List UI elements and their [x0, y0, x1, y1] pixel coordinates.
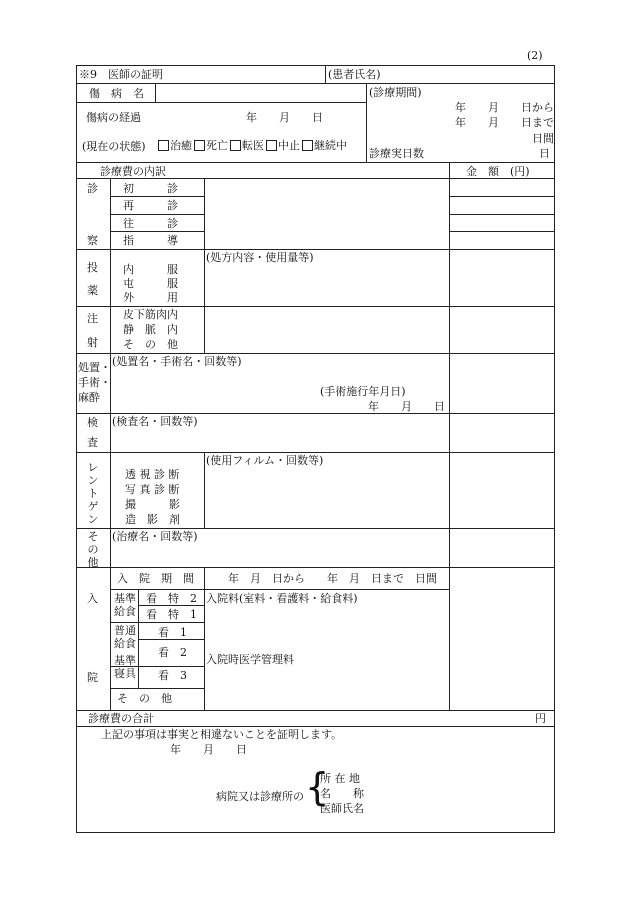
checkbox-icon: [230, 140, 241, 151]
xray-item-imaging: 撮 影: [125, 498, 180, 511]
medication-item-external: 外 用: [123, 291, 178, 304]
injury-course-label: 傷病の経過: [86, 111, 141, 124]
period-span-unit: 日間: [532, 132, 554, 145]
consult-item-guidance: 指 導: [123, 234, 178, 247]
consult-category-1: 診: [87, 182, 98, 195]
hospital-mgmt-fee: 入院時医学管理料: [206, 653, 294, 666]
status-transfer-checkbox[interactable]: 転医: [230, 140, 264, 151]
consult-item-house: 往 診: [123, 217, 178, 230]
medication-category-1: 投: [87, 261, 98, 274]
other-note: (治療名・回数等): [112, 530, 198, 543]
medication-note: (処方内容・使用量等): [206, 251, 314, 264]
xray-note: (使用フィルム・回数等): [206, 454, 324, 467]
surgery-date: 年 月 日: [368, 400, 445, 413]
injection-item-iv: 静 脈 内: [123, 323, 178, 336]
injury-date: 年 月 日: [246, 111, 323, 124]
medication-item-internal: 内 服: [123, 263, 178, 276]
injection-item-im: 皮下筋肉内: [123, 308, 178, 321]
total-label: 診療費の合計: [88, 712, 154, 725]
surgery-category-1: 処置・: [78, 361, 111, 374]
exam-category-2: 査: [87, 436, 98, 449]
xray-item-contrast: 造 影 剤: [125, 513, 180, 526]
hospital-period-value: 年 月 日から 年 月 日まで 日間: [228, 572, 437, 585]
facility-address-label: 所 在 地: [320, 772, 360, 785]
meal-standard-label: 基準給食: [114, 592, 136, 618]
certification-date: 年 月 日: [170, 743, 247, 756]
brace-icon: {: [305, 765, 330, 809]
hospital-category-2: 院: [87, 671, 98, 684]
status-stopped-checkbox[interactable]: 中止: [266, 140, 300, 151]
period-to: 年 月 日まで: [455, 116, 554, 129]
xray-category: レントゲン: [87, 461, 99, 526]
xray-item-photo: 写 真 診 断: [125, 483, 180, 496]
surgery-date-label: (手術施行年月日): [320, 385, 406, 398]
medication-category-2: 薬: [87, 284, 98, 297]
nursing-1: 看 1: [158, 626, 187, 639]
injection-category-2: 射: [87, 336, 98, 349]
status-label: (現在の状態): [82, 140, 146, 153]
status-cured-checkbox[interactable]: 治癒: [158, 140, 192, 151]
nursing-2: 看 2: [158, 646, 187, 659]
surgery-category-3: 麻酔: [78, 391, 100, 404]
bedding-standard-label: 基準寝具: [114, 654, 136, 680]
consult-item-revisit: 再 診: [123, 199, 178, 212]
patient-name-label: (患者氏名): [328, 68, 381, 81]
amount-header: 金 額 (円): [466, 165, 530, 178]
consult-category-2: 察: [87, 234, 98, 247]
status-options: [158, 140, 347, 151]
facility-label: 病院又は診療所の: [216, 790, 304, 803]
checkbox-icon: [158, 140, 169, 151]
total-unit: 円: [535, 712, 546, 725]
section-title: ※9 医師の証明: [79, 68, 163, 81]
breakdown-label: 診療費の内訳: [100, 165, 166, 178]
doctor-name-label: 医師氏名: [320, 802, 364, 815]
injury-name-label: 傷 病 名: [89, 87, 144, 100]
xray-item-fluoro: 透 視 診 断: [125, 468, 180, 481]
special-nursing-2: 看 特 2: [146, 592, 197, 605]
hospital-fee-note: 入院料(室料・看護料・給食料): [206, 592, 358, 605]
nursing-3: 看 3: [158, 669, 187, 682]
page-number: (2): [527, 49, 543, 62]
facility-name-label: 名 称: [320, 787, 364, 800]
checkbox-icon: [302, 140, 313, 151]
medication-item-asneeded: 屯 服: [123, 277, 178, 290]
status-continuing-checkbox[interactable]: 継続中: [302, 140, 347, 151]
meal-normal-label: 普通給食: [114, 624, 136, 650]
surgery-category-2: 手術・: [78, 376, 111, 389]
hospital-period-label: 入 院 期 間: [117, 572, 194, 585]
surgery-note: (処置名・手術名・回数等): [112, 355, 242, 368]
certification-statement: 上記の事項は事実と相違ないことを証明します。: [101, 728, 343, 741]
injection-item-other: そ の 他: [123, 338, 178, 351]
checkbox-icon: [194, 140, 205, 151]
hospital-category-1: 入: [87, 592, 98, 605]
exam-category-1: 検: [87, 416, 98, 429]
checkbox-icon: [266, 140, 277, 151]
exam-note: (検査名・回数等): [112, 415, 198, 428]
hospital-others: そ の 他: [117, 692, 172, 705]
special-nursing-1: 看 特 1: [146, 608, 197, 621]
period-from: 年 月 日から: [455, 101, 554, 114]
other-category: その他: [87, 530, 99, 569]
status-died-checkbox[interactable]: 死亡: [194, 140, 228, 151]
consult-item-first: 初 診: [123, 182, 178, 195]
actual-days-label: 診療実日数: [369, 147, 424, 160]
injection-category-1: 注: [87, 312, 98, 325]
actual-days-unit: 日: [539, 147, 550, 160]
period-label: (診療期間): [369, 86, 422, 99]
